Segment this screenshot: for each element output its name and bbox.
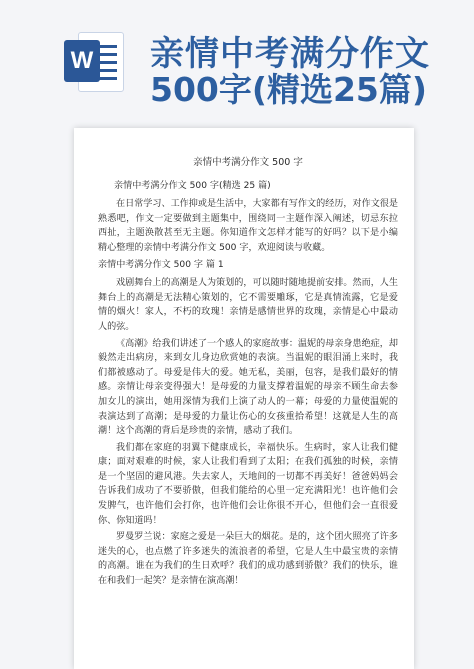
document-title: 亲情中考满分作文 500 字 [193,157,303,168]
body-paragraph-3: 我们都在家庭的羽翼下健康成长，幸福快乐。生病时，家人让我们健康；面对艰难的时候，家人让我们看到了太阳；在我们孤独的时候，亲情是一个坚固的避风港。失去家人，天地间的一切都不再美好！爸爸妈妈会告诉我们成功了不要骄傲，但我们能给的心里一定充满阳光！也许他们会发脾气，也许他们会打你，也许他们会让你很不开心，但他们会一直很爱你、你知道吗！ [98,442,398,526]
word-logo-tile: W [64,40,100,82]
document-subtitle: 亲情中考满分作文 500 字(精选 25 篇) [114,180,271,191]
document-body [98,156,398,591]
body-paragraph-4: 罗曼罗兰说：家庭之爱是一朵巨大的烟花。是的，这个团火照亮了许多迷失的心，也点燃了许多迷失的流浪者的希望，它是人生中最宝贵的亲情的高潮。谁在为我们的生日欢呼？我们的成功感到骄傲？我们的快乐，谁在和我们一起笑？是亲情在演高潮！ [98,532,398,587]
banner-title-line-2: 500字(精选25篇) [150,70,427,109]
body-paragraph-2: 《高潮》给我们讲述了一个感人的家庭故事：温妮的母亲身患绝症，却毅然走出病房，来到女儿身边欣赏她的表演。当温妮的眼泪涌上来时，我们都被感动了。母爱是伟大的爱。她无私，美丽，包容，是我们最好的情感。亲情让母亲变得强大！是母爱的力量支撑着温妮的母亲不顾生命去参加女儿的演出，她用深情为我们上演了动人的一幕；母爱的力量使温妮的表演达到了高潮；是母爱的力量让伤心的女孩重拾希望！这就是人生的高潮！这个高潮的背后是珍贵的亲情，感动了我们。 [98,338,398,437]
word-document-icon [64,30,126,92]
section-heading: 亲情中考满分作文 500 字 篇 1 [98,259,224,270]
banner-title-line-1: 亲情中考满分作文 [150,34,430,74]
body-paragraph-1: 戏剧舞台上的高潮是人为策划的，可以随时随地提前安排。然而，人生舞台上的高潮是无法精心策划的，它不需要雕琢，它是真情流露，它是爱情的烟火！家人，不朽的玫瑰！亲情是感情世界的玫瑰，亲情是心中最动人的弦。 [98,278,398,332]
intro-paragraph: 在日常学习、工作抑或是生活中，大家都有写作文的经历，对作文很是熟悉吧，作文一定要做到主题集中，围绕同一主题作深入阐述，切忌东拉西扯，主题涣散甚至无主题。你知道作文怎样才能写的好吗？以下是小编精心整理的亲情中考满分作文 500 字，欢迎阅读与收藏。 [98,199,398,253]
document-page [74,128,414,669]
banner-header [0,0,474,118]
